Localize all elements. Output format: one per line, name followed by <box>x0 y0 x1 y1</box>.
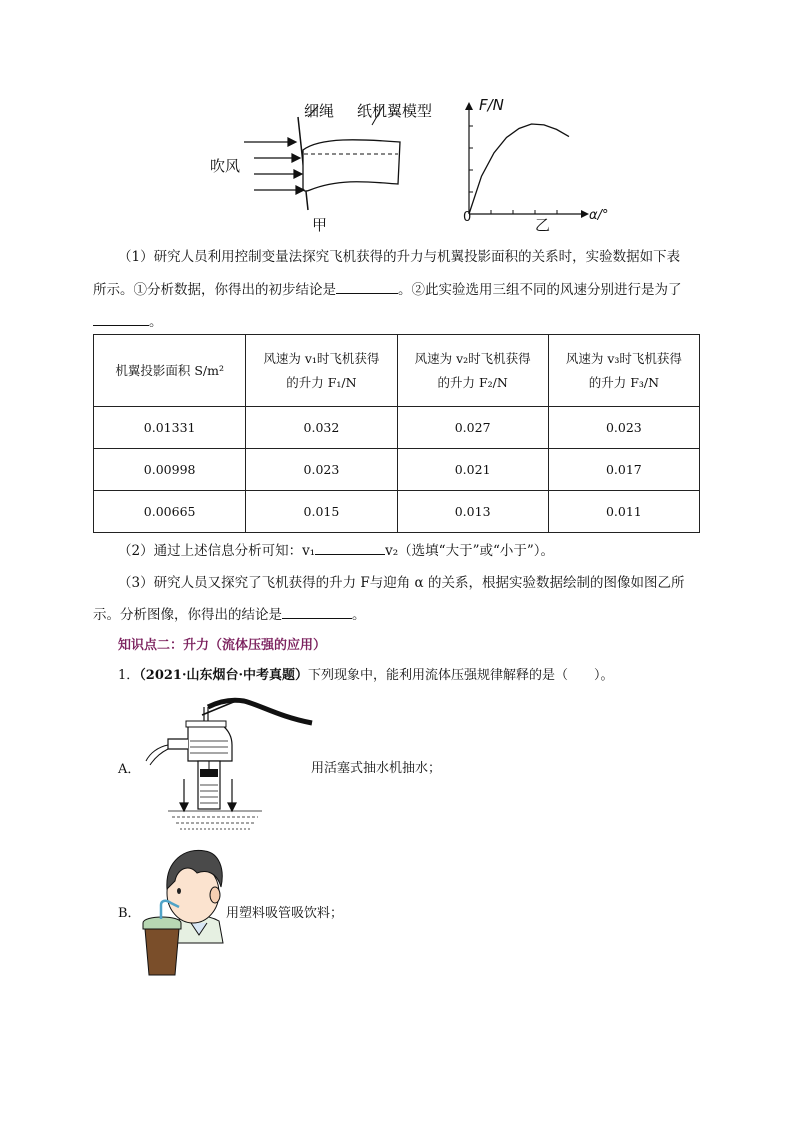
table-row <box>94 407 700 449</box>
section-title: 知识点二：升力（流体压强的应用） <box>118 638 327 653</box>
table-cell: 0.032 <box>246 407 397 449</box>
table-cell: 0.021 <box>397 449 548 491</box>
boy-drinking-illustration <box>135 843 230 978</box>
q2-part-a: （2）通过上述信息分析可知：v₁ <box>118 543 316 559</box>
figure-jia-caption: 甲 <box>312 216 328 234</box>
figure-yi-caption: 乙 <box>535 216 551 234</box>
rope-label: 细绳 <box>304 102 335 120</box>
option-b-text: 用塑料吸管吸饮料； <box>226 906 344 921</box>
q2-answer-blank[interactable] <box>315 540 385 555</box>
table-cell: 0.017 <box>548 449 699 491</box>
x-axis-label: α/° <box>589 208 609 223</box>
option-b-letter[interactable]: B． <box>118 906 141 921</box>
table-cell: 0.01331 <box>94 407 246 449</box>
table-cell: 0.011 <box>548 491 699 533</box>
lift-data-table <box>93 334 700 533</box>
question-text: 下列现象中，能利用流体压强规律解释的是（ ）。 <box>308 668 614 683</box>
q1-line2-b: 。②此实验选用三组不同的风速分别进行是为了 <box>398 282 682 298</box>
q3-line2 <box>93 604 366 625</box>
figure-yi <box>455 92 625 232</box>
q1-answer-blank-1[interactable] <box>336 279 398 294</box>
table-cell: 0.023 <box>246 449 397 491</box>
origin-label: 0 <box>463 210 472 225</box>
pump-illustration <box>140 695 315 835</box>
q1-line1: （1）研究人员利用控制变量法探究飞机获得的升力与机翼投影面积的关系时，实验数据如下表 <box>118 249 681 265</box>
question-1-stem <box>118 666 614 686</box>
q1-line2-a: 所示。①分析数据，你得出的初步结论是 <box>93 282 336 298</box>
q1-answer-blank-2[interactable] <box>93 311 149 326</box>
table-cell: 0.00665 <box>94 491 246 533</box>
table-cell: 0.027 <box>397 407 548 449</box>
table-header-v1: 风速为 v₁时飞机获得 的升力 F₁/N <box>246 335 397 407</box>
table-row <box>94 449 700 491</box>
y-axis-label: F/N <box>479 96 504 114</box>
q1-line2 <box>93 279 682 300</box>
wind-label: 吹风 <box>210 157 241 175</box>
option-a-letter[interactable]: A． <box>118 762 141 777</box>
table-cell: 0.023 <box>548 407 699 449</box>
q2-line <box>118 540 554 561</box>
table-cell: 0.013 <box>397 491 548 533</box>
wing-shape <box>303 140 400 191</box>
q3-line1: （3）研究人员又探究了飞机获得的升力 F与迎角 α 的关系，根据实验数据绘制的图像如图乙所 <box>118 575 685 591</box>
model-label: 纸机翼模型 <box>357 102 433 120</box>
table-header-row <box>94 335 700 407</box>
question-number: 1． <box>118 668 140 683</box>
q3-answer-blank[interactable] <box>282 604 352 619</box>
wind-arrows <box>244 138 304 194</box>
table-header-v2: 风速为 v₂时飞机获得 的升力 F₂/N <box>397 335 548 407</box>
table-cell: 0.015 <box>246 491 397 533</box>
lift-curve <box>469 124 569 214</box>
option-a-text: 用活塞式抽水机抽水； <box>311 761 442 776</box>
hose <box>208 700 312 723</box>
table-row <box>94 491 700 533</box>
q3-line2-b: 。 <box>352 607 366 623</box>
q1-line3 <box>93 311 163 332</box>
figure-jia <box>200 92 450 232</box>
table-cell: 0.00998 <box>94 449 246 491</box>
table-header-v3: 风速为 v₃时飞机获得 的升力 F₃/N <box>548 335 699 407</box>
table-header-area: 机翼投影面积 S/m² <box>94 335 246 407</box>
option-a-image <box>140 695 315 835</box>
q2-part-b: v₂（选填“大于”或“小于”）。 <box>385 543 555 559</box>
q3-line2-a: 示。分析图像，你得出的结论是 <box>93 607 282 623</box>
q1-line3-end: 。 <box>149 314 163 330</box>
question-source: （2021·山东烟台·中考真题） <box>139 668 309 683</box>
option-b-image <box>135 843 230 978</box>
